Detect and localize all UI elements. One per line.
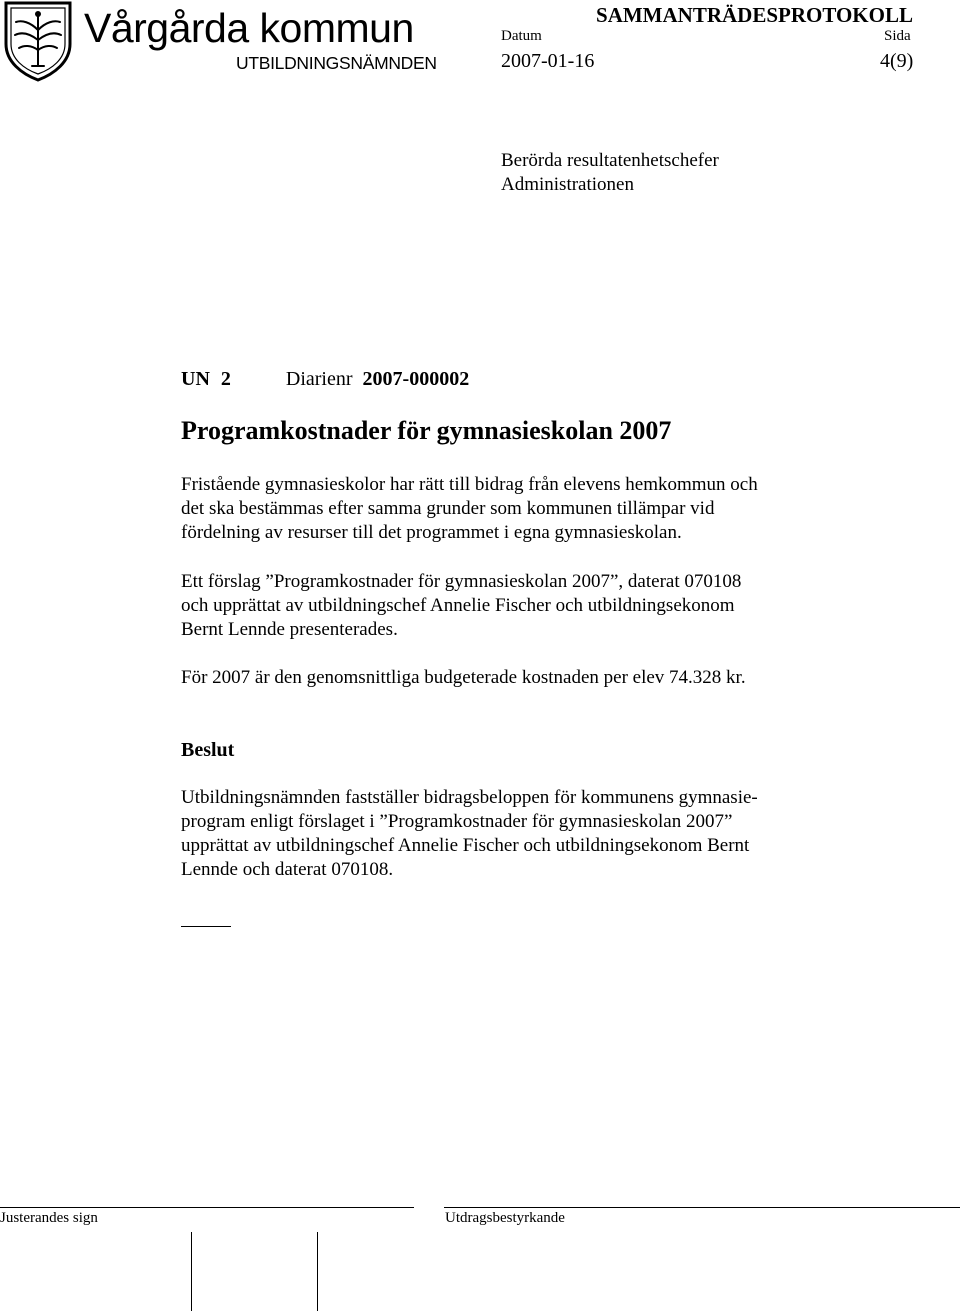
signature-label: Justerandes sign [0, 1210, 98, 1226]
case-title: Programkostnader för gymnasieskolan 2007 [181, 416, 672, 445]
diary-label: Diarienr [285, 368, 353, 390]
page-label: Sida [884, 28, 911, 44]
diary-number: 2007-000002 [362, 368, 470, 390]
signature-box-divider [191, 1232, 192, 1311]
recipient-line: Berörda resultatenhetschefer [501, 150, 719, 171]
signature-box-divider [317, 1232, 318, 1311]
document-type: SAMMANTRÄDESPROTOKOLL [596, 3, 913, 27]
body-paragraph: Fristående gymnasieskolor har rätt till bidrag från elevens hemkommun och det ska bestämmas efter samma grunder som kommunen tillämpar vid fördelning av resurser till det programmet i egna gymnasieskolan. [181, 474, 758, 543]
certification-label: Utdragsbestyrkande [445, 1210, 565, 1226]
org-name: Vårgårda kommun [84, 5, 414, 51]
decision-heading: Beslut [181, 739, 235, 761]
body-paragraph: Ett förslag ”Programkostnader för gymnasieskolan 2007”, daterat 070108 och upprättat av utbildningschef Annelie Fischer och utbildningsekonom Bernt Lennde presenterades. [181, 571, 742, 640]
case-reference [181, 366, 469, 392]
case-number: 2 [220, 368, 231, 390]
footer-divider [0, 1207, 414, 1208]
department-name: UTBILDNINGSNÄMNDEN [236, 53, 437, 73]
page-number: 4(9) [880, 50, 914, 72]
section-end-rule [181, 926, 231, 927]
case-code: UN [181, 368, 210, 390]
coat-of-arms-icon [2, 0, 74, 82]
footer-divider [444, 1207, 960, 1208]
date-value: 2007-01-16 [501, 50, 595, 72]
recipient-line: Administrationen [501, 174, 634, 195]
date-label: Datum [501, 28, 542, 44]
decision-paragraph: Utbildningsnämnden fastställer bidragsbeloppen för kommunens gymnasie- program enligt förslaget i ”Programkostnader för gymnasieskolan 2007” upprättat av utbildningschef Annelie Fischer och utbildningsekonom Bernt Lennde och daterat 070108. [181, 787, 758, 880]
body-paragraph: För 2007 är den genomsnittliga budgeterade kostnaden per elev 74.328 kr. [181, 667, 746, 688]
